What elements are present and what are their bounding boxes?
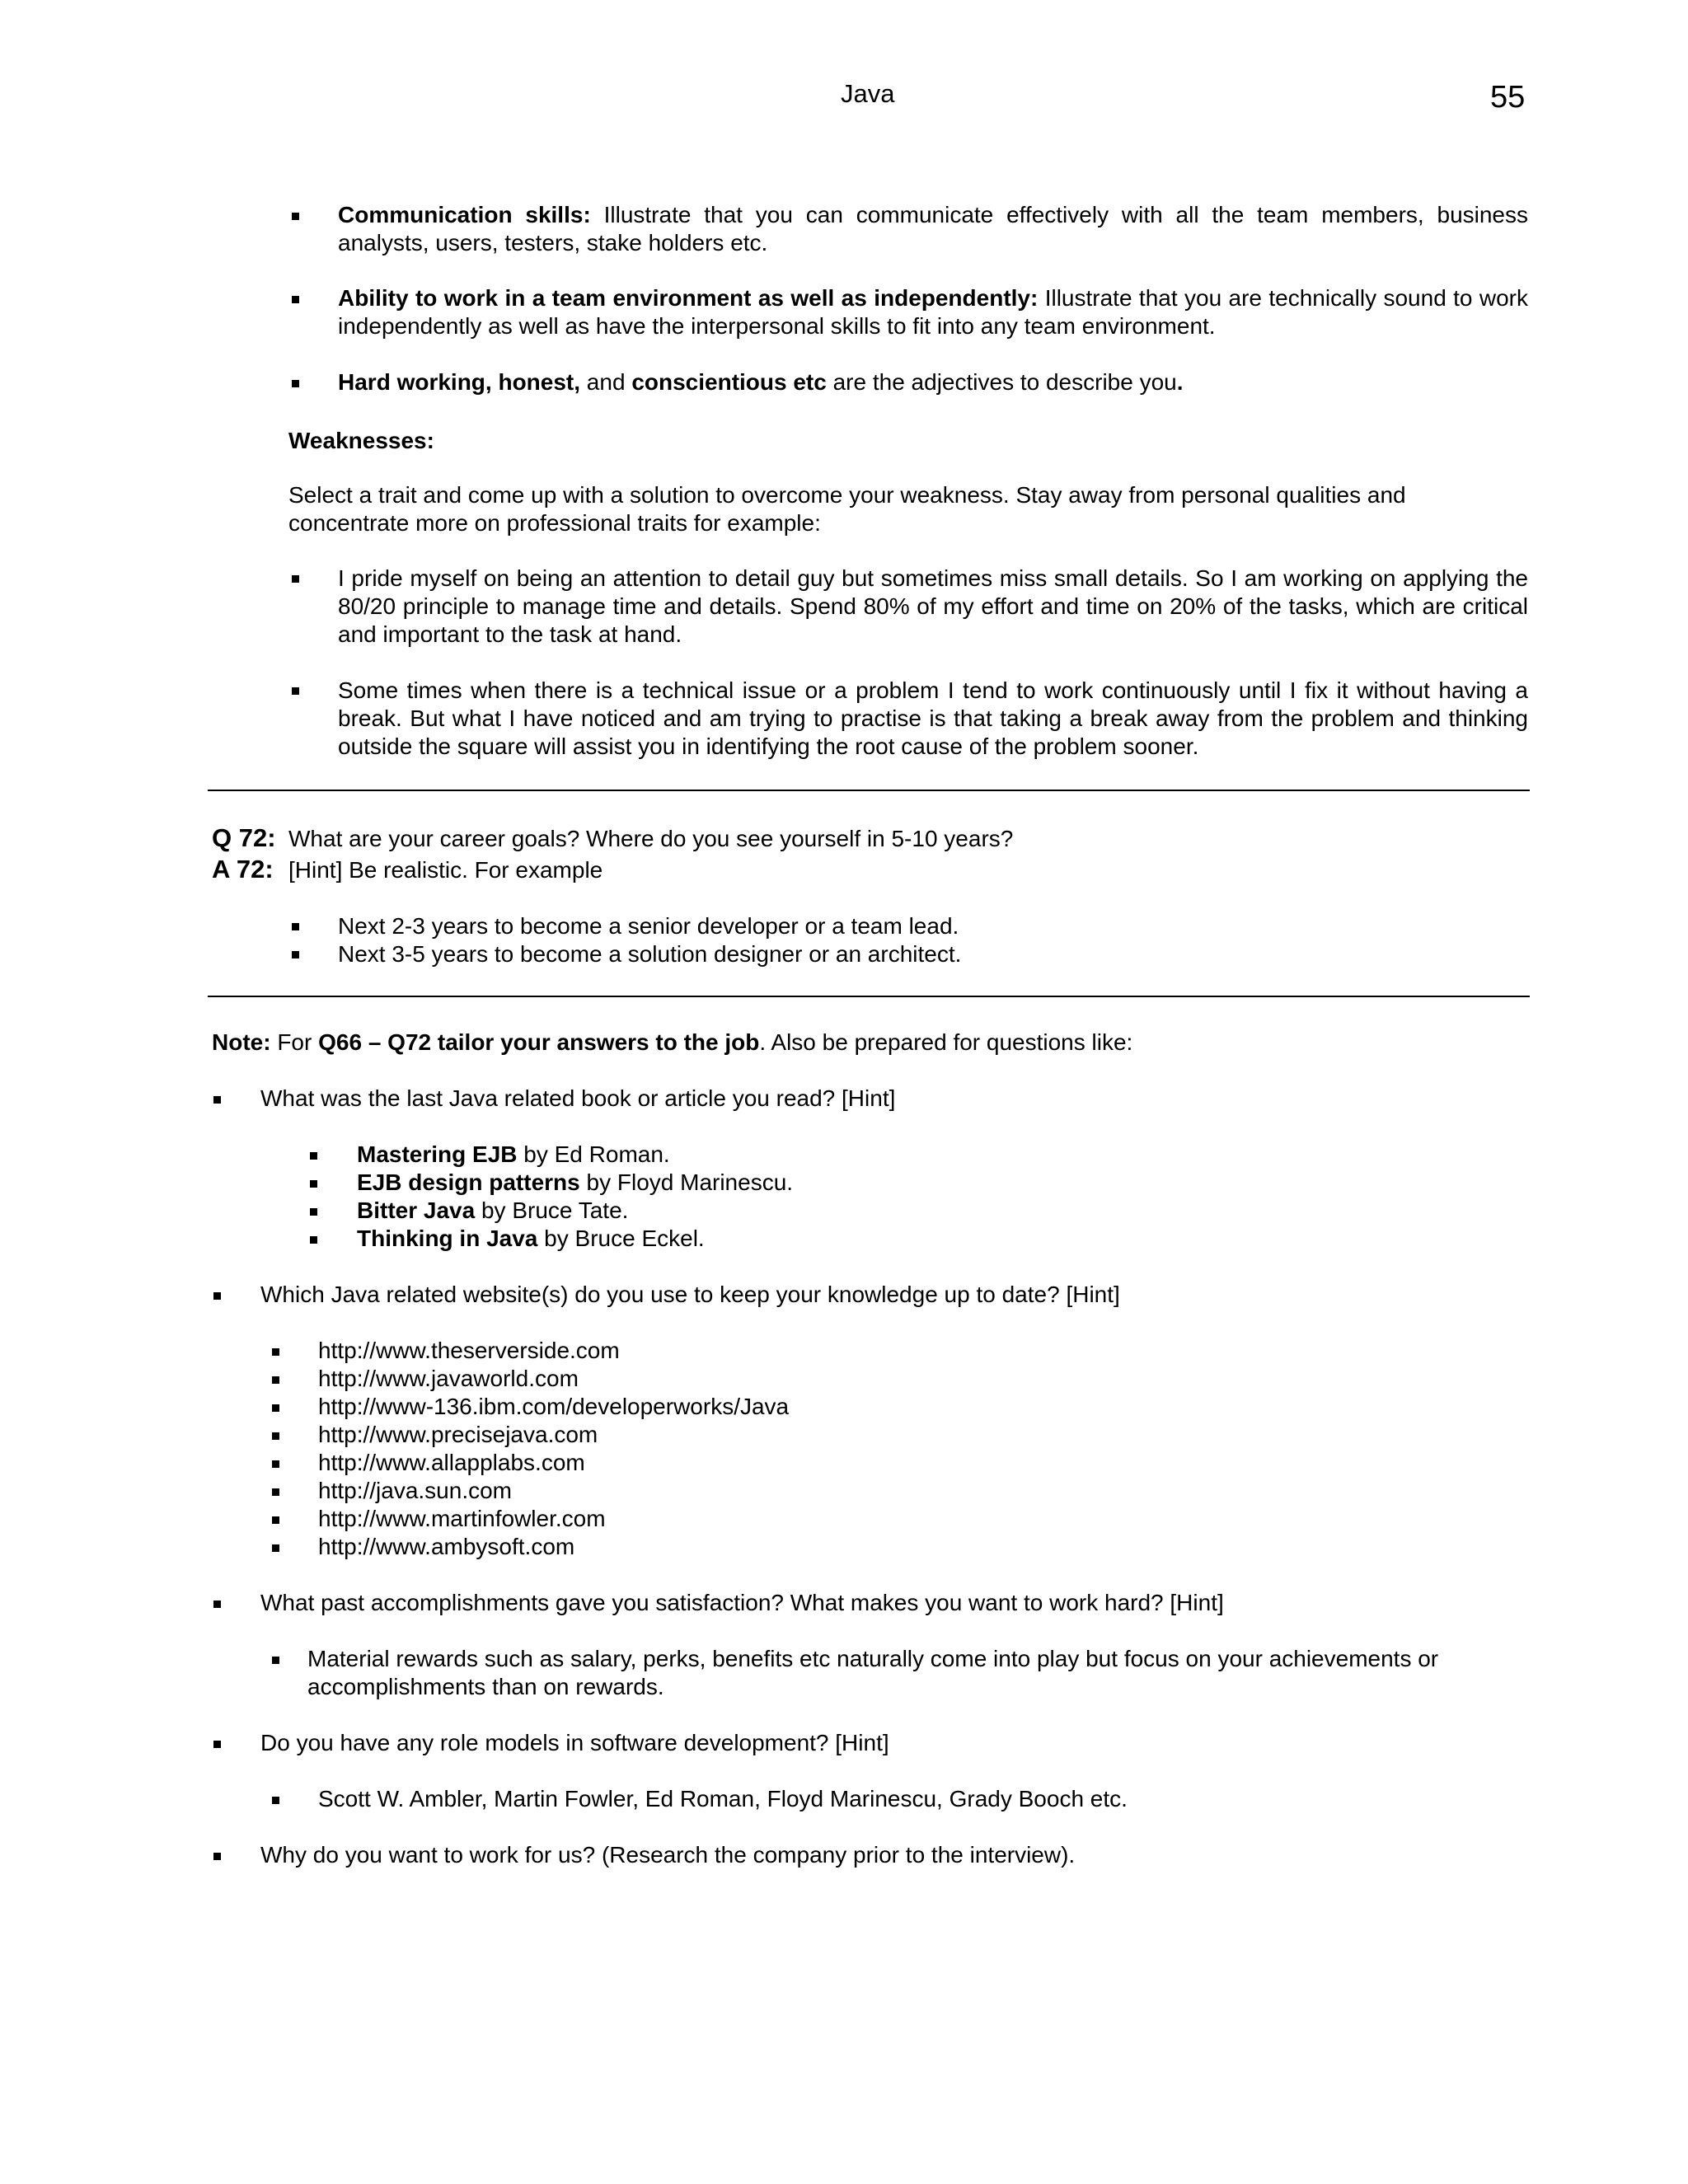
question-item: Why do you want to work for us? (Research the company prior to the interview).	[260, 1842, 1076, 1868]
bullet-square	[272, 1348, 279, 1356]
website-link[interactable]: http://www.allapplabs.com	[318, 1450, 585, 1475]
career-goal-item: Next 2-3 years to become a senior developer or a team lead.	[338, 913, 959, 939]
weakness-item: Some times when there is a technical issue or a problem I tend to work continuously until I fix it without having a break. But what I have noticed and am trying to practise is that taking a break away from the problem and thinking outside the square will assist you in identifying the root cause of the problem sooner.	[338, 677, 1528, 759]
answer-text: [Hint] Be realistic. For example	[288, 857, 603, 883]
website-link[interactable]: http://www.martinfowler.com	[318, 1506, 606, 1531]
book-item: EJB design patterns by Floyd Marinescu.	[357, 1169, 794, 1195]
weaknesses-heading: Weaknesses:	[288, 428, 434, 453]
answer-hint: Material rewards such as salary, perks, benefits etc naturally come into play but focus on your achievements or accomplishments than on rewards.	[307, 1646, 1439, 1699]
book-item: Bitter Java by Bruce Tate.	[357, 1197, 629, 1223]
bullet-square	[292, 213, 299, 220]
question-label: Q 72:	[212, 823, 276, 852]
website-link[interactable]: http://www.theserverside.com	[318, 1338, 620, 1363]
strength-teamwork: Ability to work in a team environment as well as independently: Illustrate that you are technically sound to work independently as well as have the interpersonal skills to fit into any team environment.	[338, 285, 1529, 339]
book-item: Mastering EJB by Ed Roman.	[357, 1141, 670, 1167]
bullet-square	[272, 1376, 279, 1384]
bullet-square	[272, 1797, 279, 1804]
strength-adjectives: Hard working, honest, and conscientious etc are the adjectives to describe you.	[338, 369, 1184, 395]
bullet-square	[292, 296, 299, 303]
horizontal-rule	[208, 996, 1530, 997]
question-item: What was the last Java related book or article you read? [Hint]	[260, 1085, 896, 1111]
bullet-square	[310, 1208, 317, 1216]
bullet-square	[213, 1601, 221, 1608]
bullet-square	[310, 1236, 317, 1244]
answer-label: A 72:	[212, 855, 274, 883]
bullet-square	[272, 1432, 279, 1440]
answer-hint: Scott W. Ambler, Martin Fowler, Ed Roman, Floyd Marinescu, Grady Booch etc.	[318, 1786, 1128, 1811]
question-item: What past accomplishments gave you satisfaction? What makes you want to work hard? [Hint]	[260, 1590, 1224, 1615]
horizontal-rule	[208, 790, 1530, 791]
website-link[interactable]: http://www.precisejava.com	[318, 1422, 598, 1447]
bullet-square	[272, 1404, 279, 1412]
bullet-square	[292, 575, 299, 583]
bullet-square	[272, 1516, 279, 1524]
website-link[interactable]: http://www.javaworld.com	[318, 1366, 579, 1391]
bullet-square	[310, 1180, 317, 1188]
website-link[interactable]: http://www.ambysoft.com	[318, 1534, 575, 1559]
strength-communication: Communication skills: Illustrate that you can communicate effectively with all the team members, business analysts, users, testers, stake holders etc.	[338, 202, 1529, 255]
bullet-square	[272, 1544, 279, 1552]
weakness-item: I pride myself on being an attention to detail guy but sometimes miss small details. So I am working on applying the 80/20 principle to manage time and details. Spend 80% of my effort and time on 20% of the tasks, which are critical and important to the task at hand.	[338, 565, 1528, 647]
book-item: Thinking in Java by Bruce Eckel.	[357, 1226, 705, 1251]
bullet-square	[310, 1152, 317, 1160]
weaknesses-intro: Select a trait and come up with a solution to overcome your weakness. Stay away from personal qualities and concentrate more on professional traits for example:	[288, 482, 1406, 536]
career-goal-item: Next 3-5 years to become a solution designer or an architect.	[338, 941, 962, 967]
bullet-square	[272, 1488, 279, 1496]
bullet-square	[213, 1096, 221, 1104]
website-link[interactable]: http://www-136.ibm.com/developerworks/Java	[318, 1394, 790, 1419]
page-number: 55	[1490, 80, 1526, 115]
bullet-square	[292, 687, 299, 695]
running-header: Java	[841, 79, 895, 108]
website-link[interactable]: http://java.sun.com	[318, 1478, 513, 1503]
bullet-square	[272, 1657, 279, 1664]
question-item: Which Java related website(s) do you use to keep your knowledge up to date? [Hint]	[260, 1282, 1120, 1307]
bullet-square	[213, 1853, 221, 1860]
question-item: Do you have any role models in software development? [Hint]	[260, 1730, 889, 1755]
bullet-square	[292, 380, 299, 387]
bullet-square	[272, 1460, 279, 1468]
bullet-square	[213, 1741, 221, 1748]
bullet-square	[292, 951, 299, 958]
bullet-square	[213, 1292, 221, 1300]
bullet-square	[292, 923, 299, 930]
note-paragraph: Note: For Q66 – Q72 tailor your answers to the job. Also be prepared for questions like:	[212, 1029, 1133, 1055]
question-text: What are your career goals? Where do you see yourself in 5-10 years?	[288, 826, 1014, 851]
